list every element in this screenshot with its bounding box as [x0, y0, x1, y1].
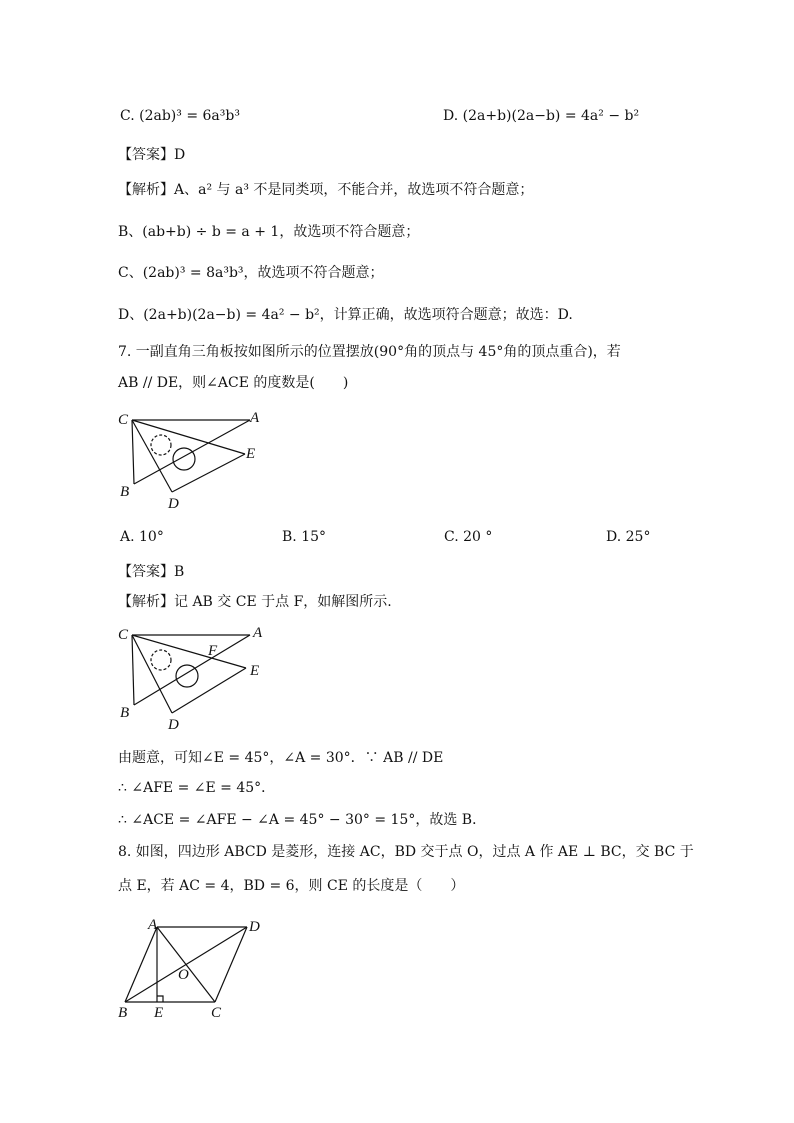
solid-circle — [173, 448, 195, 470]
label-o: O — [178, 967, 189, 983]
q7-stem-1: 7. 一副直角三角板按如图所示的位置摆放(90°角的顶点与 45°角的顶点重合)，若 — [118, 344, 621, 360]
q7-option-a: A. 10° — [120, 529, 164, 545]
segment-cb — [132, 635, 134, 705]
q8-stem-2: 点 E，若 AC = 4，BD = 6，则 CE 的长度是（ ） — [118, 878, 465, 894]
q7-sol-2: ∴ ∠AFE = ∠E = 45°． — [118, 780, 276, 796]
q7-solution-figure — [110, 615, 280, 735]
q7-analysis-1: 【解析】记 AB 交 CE 于点 F，如解图所示. — [118, 594, 392, 610]
q7-sol-3: ∴ ∠ACE = ∠AFE − ∠A = 45° − 30° = 15°，故选 B． — [118, 812, 487, 828]
label-b: B — [120, 484, 130, 500]
label-b: B — [118, 1005, 128, 1021]
label-b: B — [120, 705, 130, 721]
diagonal-bd — [125, 927, 247, 1002]
q7-sol-1: 由题意，可知∠E = 45°，∠A = 30°．∵ AB // DE — [118, 750, 444, 766]
q6-analysis-b: B、(ab+b) ÷ b = a + 1，故选项不符合题意； — [118, 224, 420, 240]
label-a: A — [253, 625, 263, 641]
segment-ba — [134, 635, 250, 705]
label-e: E — [250, 663, 260, 679]
segment-ba — [125, 927, 157, 1002]
q6-analysis-a: 【解析】A、a² 与 a³ 不是同类项，不能合并，故选项不符合题意； — [118, 182, 534, 198]
right-angle-mark — [157, 996, 163, 1002]
q7-option-d: D. 25° — [606, 529, 651, 545]
segment-cd — [132, 635, 172, 713]
q7-answer: 【答案】B — [118, 564, 185, 580]
label-e: E — [246, 446, 256, 462]
option-c-top: C. (2ab)³ = 6a³b³ — [120, 108, 240, 124]
q7-option-b: B. 15° — [282, 529, 327, 545]
segment-ce — [132, 635, 246, 668]
solid-circle — [176, 665, 198, 687]
q8-figure — [112, 915, 272, 1025]
label-f: F — [208, 643, 218, 659]
q6-answer: 【答案】D — [118, 147, 186, 163]
dashed-circle — [151, 650, 171, 670]
label-c: C — [118, 627, 129, 643]
segment-cb — [132, 420, 134, 484]
q7-figure — [110, 400, 280, 518]
segment-dc — [215, 927, 247, 1002]
q8-stem-1: 8. 如图，四边形 ABCD 是菱形，连接 AC，BD 交于点 O，过点 A 作 AE ⊥ BC，交 BC 于 — [118, 844, 694, 860]
q6-analysis-c: C、(2ab)³ = 8a³b³，故选项不符合题意； — [118, 265, 384, 281]
q7-option-c: C. 20 ° — [444, 529, 493, 545]
label-d: D — [249, 919, 260, 935]
q6-analysis-d: D、(2a+b)(2a−b) = 4a² − b²，计算正确，故选项符合题意；故选：D. — [118, 307, 573, 323]
label-d: D — [168, 717, 179, 733]
segment-de — [172, 454, 245, 492]
label-a: A — [148, 917, 158, 933]
label-e: E — [154, 1005, 164, 1021]
label-c: C — [211, 1005, 222, 1021]
label-a: A — [250, 410, 260, 426]
dashed-circle — [151, 435, 171, 455]
label-d: D — [168, 496, 179, 512]
option-d-top: D. (2a+b)(2a−b) = 4a² − b² — [443, 108, 640, 124]
q7-stem-2: AB // DE，则∠ACE 的度数是( ) — [118, 375, 349, 391]
label-c: C — [118, 412, 129, 428]
